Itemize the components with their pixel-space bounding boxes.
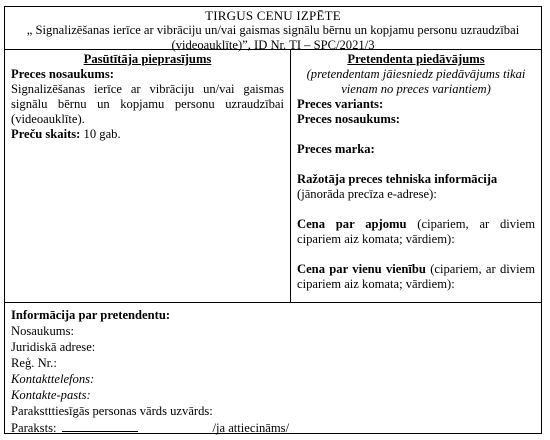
applicant-email-field[interactable]: Kontakte-pasts: <box>11 388 91 402</box>
applicant-phone-field[interactable]: Kontakttelefons: <box>11 372 95 386</box>
price-unit-field[interactable] <box>297 262 535 292</box>
signature-row <box>11 420 535 436</box>
applicant-offer-header: Pretendenta piedāvājums <box>347 52 485 66</box>
price-unit-hint: (cipariem, ar diviem cipariem aiz komata; vārdiem): <box>297 262 535 291</box>
price-total-field[interactable] <box>297 217 535 247</box>
signature-line[interactable] <box>62 420 138 432</box>
price-survey-form <box>4 6 542 434</box>
applicant-offer-column <box>291 50 541 302</box>
product-name-value: Signalizēšanas ierīce ar vibrāciju un/vai gaismas signālu bērnu un kopjamu personu uzraudzībai (videoauklīte). <box>11 82 284 126</box>
request-offer-table <box>5 50 541 303</box>
signature-label: Paraksts: <box>11 421 57 435</box>
price-unit-label: Cena par vienu vienību <box>297 262 426 276</box>
applicant-info-header: Informācija par pretendentu: <box>11 308 171 322</box>
offer-note: (pretendentam jāiesniedz piedāvājums tikai vienam no preces variantiem) <box>306 67 526 96</box>
product-name-label: Preces nosaukums: <box>11 67 114 81</box>
customer-request-header: Pasūtītāja pieprasījums <box>83 52 212 66</box>
variant-field[interactable]: Preces variants: <box>297 97 384 111</box>
offer-name-field[interactable]: Preces nosaukums: <box>297 112 400 126</box>
applicant-info-section <box>5 303 541 433</box>
applicant-address-field[interactable]: Juridiskā adrese: <box>11 340 96 354</box>
form-title-block <box>5 7 541 50</box>
brand-field[interactable]: Preces marka: <box>297 142 375 156</box>
form-heading: TIRGUS CENU IZPĒTE <box>205 8 341 23</box>
form-subtitle: „ Signalizēšanas ierīce ar vibrāciju un/vai gaismas signālu bērnu un kopjamu personu uzraudzībai (videoauklīte)”, ID Nr. TI – SPC/2021/3 <box>26 23 520 52</box>
tech-info-hint: (jānorāda precīza e-adrese): <box>297 187 437 201</box>
customer-request-column <box>5 50 291 302</box>
price-total-hint: (cipariem, ar diviem cipariem aiz komata; vārdiem): <box>297 217 535 246</box>
signer-name-field[interactable]: Parakstttiesīgās personas vārds uzvārds: <box>11 404 213 418</box>
tech-info-field[interactable]: Ražotāja preces tehniska informācija <box>297 172 498 186</box>
quantity-label: Preču skaits: <box>11 127 81 141</box>
signature-note: /ja attiecināms/ <box>212 421 290 435</box>
applicant-name-field[interactable]: Nosaukums: <box>11 324 74 338</box>
applicant-reg-field[interactable]: Reģ. Nr.: <box>11 356 57 370</box>
price-total-label: Cena par apjomu <box>297 217 407 231</box>
quantity-value: 10 gab. <box>83 127 121 141</box>
